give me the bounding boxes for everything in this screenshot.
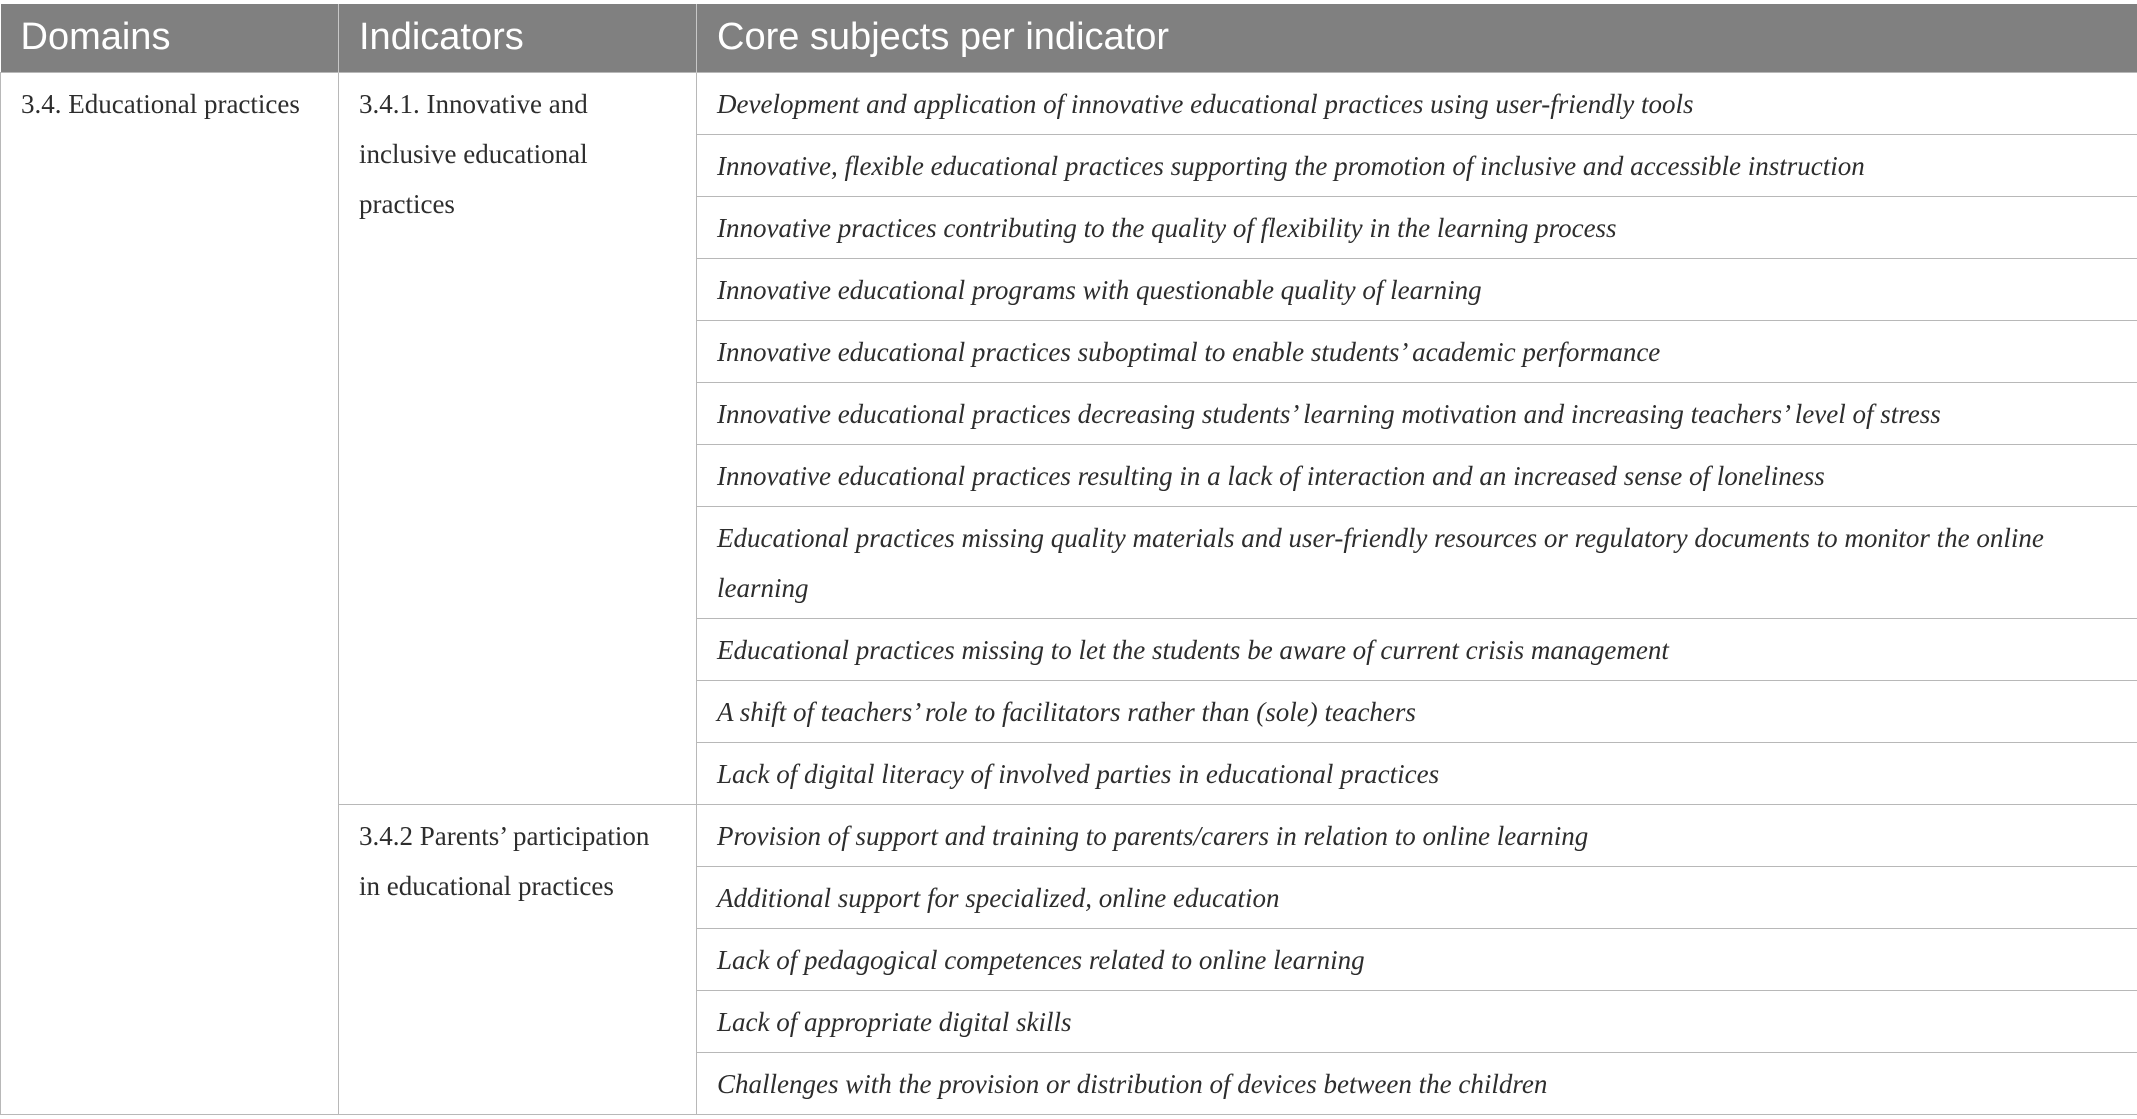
subject-cell: Innovative educational practices resulting in a lack of interaction and an increased sense of loneliness bbox=[697, 444, 2137, 506]
header-indicators: Indicators bbox=[339, 4, 697, 72]
subject-cell: Additional support for specialized, online education bbox=[697, 866, 2137, 928]
subject-cell: Lack of digital literacy of involved parties in educational practices bbox=[697, 742, 2137, 804]
subject-cell: Innovative educational practices suboptimal to enable students’ academic performance bbox=[697, 320, 2137, 382]
subject-cell: Provision of support and training to parents/carers in relation to online learning bbox=[697, 804, 2137, 866]
subject-cell: Educational practices missing quality materials and user-friendly resources or regulatory documents to monitor the online learning bbox=[697, 506, 2137, 618]
subject-cell: Innovative educational practices decreasing students’ learning motivation and increasing teachers’ level of stress bbox=[697, 382, 2137, 444]
domain-cell: 3.4. Educational practices bbox=[1, 72, 339, 1114]
header-core-subjects: Core subjects per indicator bbox=[697, 4, 2137, 72]
header-domains: Domains bbox=[1, 4, 339, 72]
subject-cell: Innovative, flexible educational practices supporting the promotion of inclusive and accessible instruction bbox=[697, 134, 2137, 196]
subject-cell: Innovative educational programs with questionable quality of learning bbox=[697, 258, 2137, 320]
subject-cell: Innovative practices contributing to the quality of flexibility in the learning process bbox=[697, 196, 2137, 258]
subject-cell: Development and application of innovative educational practices using user-friendly tools bbox=[697, 72, 2137, 134]
indicator-cell: 3.4.1. Innovative and inclusive educational practices bbox=[339, 72, 697, 804]
subject-cell: Lack of appropriate digital skills bbox=[697, 990, 2137, 1052]
domains-indicators-table bbox=[0, 4, 2137, 1115]
subject-cell: Educational practices missing to let the students be aware of current crisis management bbox=[697, 618, 2137, 680]
subject-cell: Lack of pedagogical competences related to online learning bbox=[697, 928, 2137, 990]
table-container bbox=[0, 4, 2137, 1115]
table-row bbox=[1, 72, 2137, 134]
subject-cell: Challenges with the provision or distribution of devices between the children bbox=[697, 1052, 2137, 1114]
indicator-cell: 3.4.2 Parents’ participation in educational practices bbox=[339, 804, 697, 1114]
header-row bbox=[1, 4, 2137, 72]
subject-cell: A shift of teachers’ role to facilitators rather than (sole) teachers bbox=[697, 680, 2137, 742]
